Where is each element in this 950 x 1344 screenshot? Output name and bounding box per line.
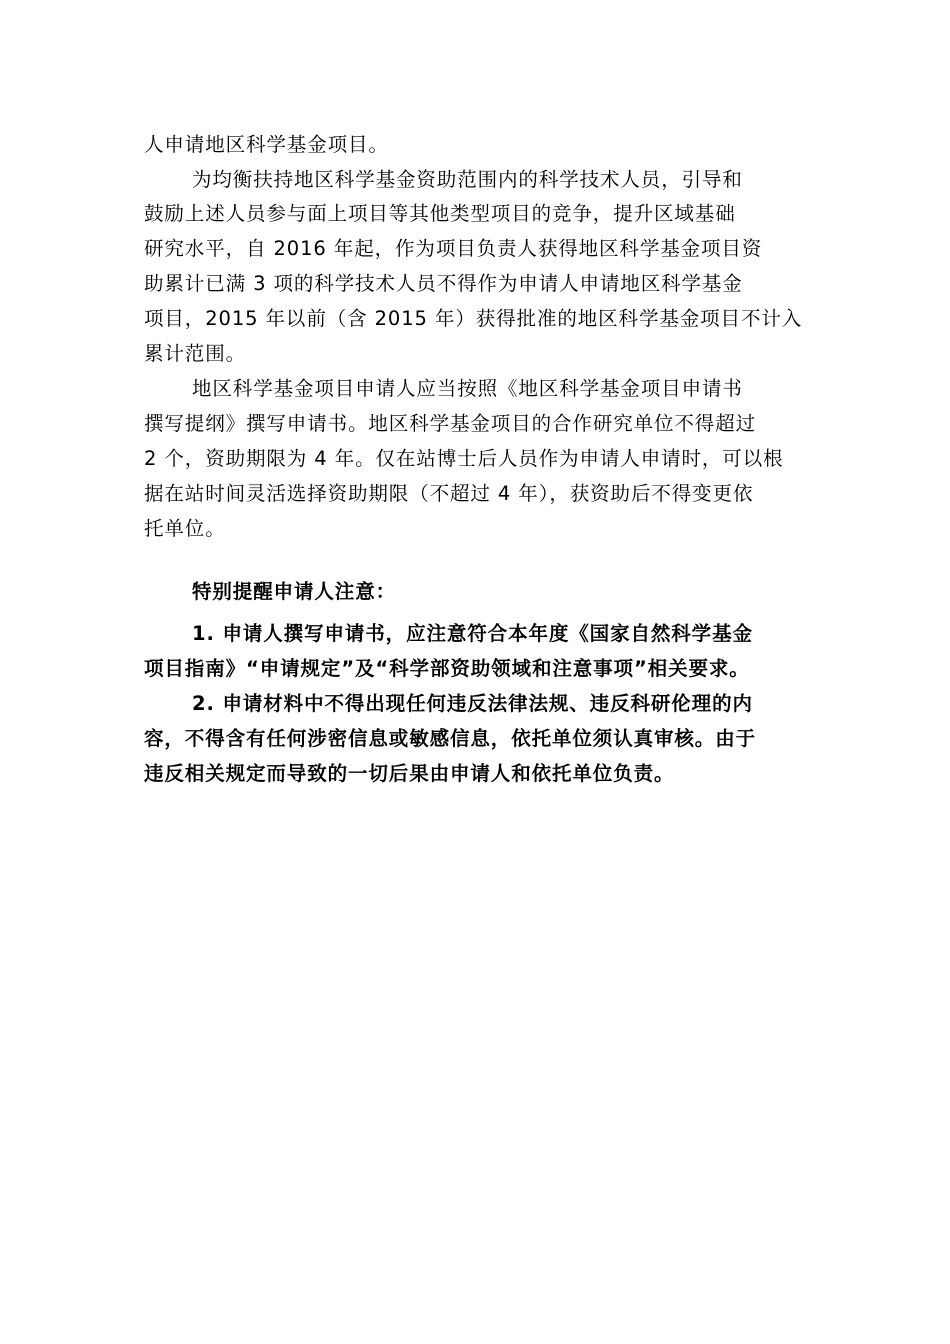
paragraph3-line-5: 托单位。: [144, 517, 226, 540]
paragraph2-line-1: 为均衡扶持地区科学基金资助范围内的科学技术人员，引导和: [192, 168, 743, 191]
paragraph3-line-2: 撰写提纲》撰写申请书。地区科学基金项目的合作研究单位不得超过: [144, 412, 757, 435]
notice-item2-line-3: 违反相关规定而导致的一切后果由申请人和依托单位负责。: [144, 762, 675, 785]
paragraph3-line-3: 2 个，资助期限为 4 年。仅在站博士后人员作为申请人申请时，可以根: [144, 447, 784, 470]
paragraph1-line-1: 人申请地区科学基金项目。: [144, 133, 389, 156]
paragraph2-line-5: 项目，2015 年以前（含 2015 年）获得批准的地区科学基金项目不计入: [144, 307, 803, 330]
notice-heading: 特别提醒申请人注意：: [192, 580, 397, 603]
paragraph2-line-3: 研究水平，自 2016 年起，作为项目负责人获得地区科学基金项目资: [144, 237, 763, 260]
paragraph3-line-4: 据在站时间灵活选择资助期限（不超过 4 年），获资助后不得变更依: [144, 482, 754, 505]
paragraph2-line-4: 助累计已满 3 项的科学技术人员不得作为申请人申请地区科学基金: [144, 272, 743, 295]
notice-item2-line-2: 容，不得含有任何涉密信息或敏感信息，依托单位须认真审核。由于: [144, 727, 757, 750]
paragraph2-line-2: 鼓励上述人员参与面上项目等其他类型项目的竞争，提升区域基础: [144, 202, 736, 225]
notice-item1-line-1: 1. 申请人撰写申请书，应注意符合本年度《国家自然科学基金: [192, 622, 753, 645]
notice-item1-line-2: 项目指南》“申请规定”及“科学部资助领域和注意事项”相关要求。: [144, 657, 750, 680]
notice-item2-line-1: 2. 申请材料中不得出现任何违反法律法规、违反科研伦理的内: [192, 692, 753, 715]
paragraph2-line-6: 累计范围。: [144, 342, 247, 365]
paragraph3-line-1: 地区科学基金项目申请人应当按照《地区科学基金项目申请书: [192, 377, 743, 400]
